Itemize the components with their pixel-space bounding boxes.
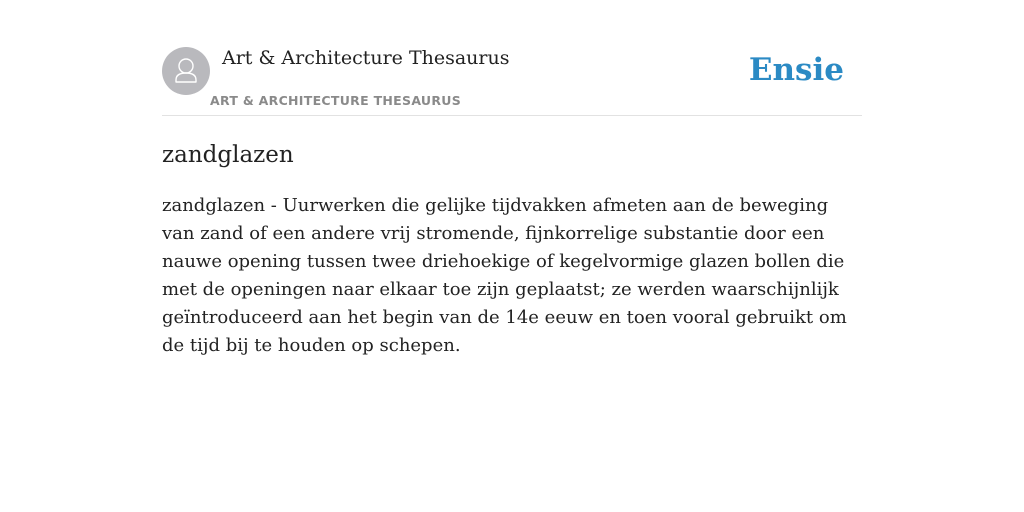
brand-logo[interactable]: Ensie: [748, 52, 844, 88]
author-subtitle[interactable]: ART & ARCHITECTURE THESAURUS: [210, 93, 462, 108]
author-name[interactable]: Art & Architecture Thesaurus: [222, 47, 510, 69]
definition-text: zandglazen - Uurwerken die gelijke tijdvakken afmeten aan de beweging van zand of een andere vrij stromende, fijnkorrelige substantie door een nauwe opening tussen twee driehoekige of kegelvormige glazen bollen die met de openingen naar elkaar toe zijn geplaatst; ze werden waarschijnlijk geïntroduceerd aan het begin van de 14e eeuw en toen vooral gebruikt om de tijd bij te houden op schepen.: [162, 195, 847, 356]
content-container: [162, 0, 862, 356]
user-icon: [162, 47, 210, 95]
page-title: zandglazen: [162, 142, 294, 168]
header: [162, 0, 862, 116]
avatar[interactable]: [162, 47, 210, 95]
